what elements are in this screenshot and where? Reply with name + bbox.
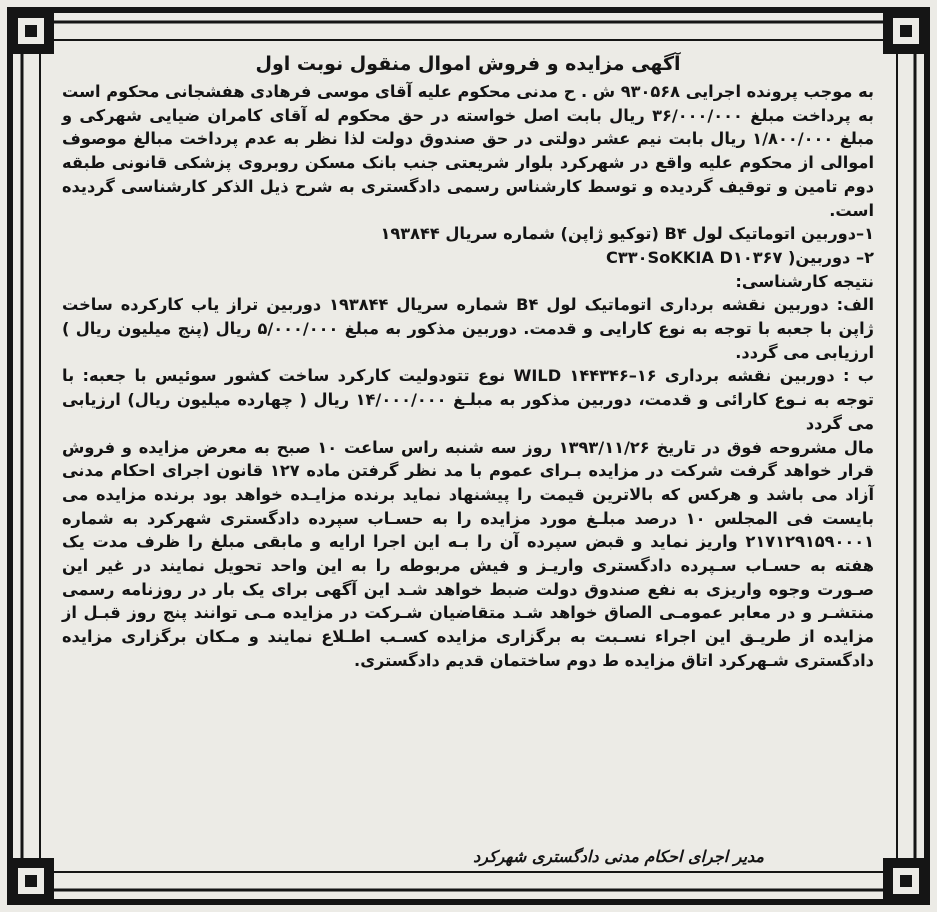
item-1: ۱–دوربین اتوماتیک لول B۴ (توکیو ژاپن) شماره سریال ۱۹۳۸۴۴ [380, 224, 874, 244]
result-a: الف: دوربین نقشه برداری اتوماتیک لول B۴ شماره سریال ۱۹۳۸۴۴ دوربین تراز یاب کارکرده ساخت ژاپن با جعبه با توجه به نوع کارایی و قدمت. دوربین مذکور به مبلغ ۵/۰۰۰/۰۰۰ ریال (پنج میلیون ریال ) ارزیابی می گردد. [62, 295, 875, 362]
notice-body: مال مشروحه فوق در تاریخ ۱۳۹۳/۱۱/۲۶ روز سه شنبه راس ساعت ۱۰ صبح به معرض مزایده و فروش قرار خواهد گرفت شرکت در مزایده بـرای عموم با مد نظر گرفتن ماده ۱۲۷ قانون اجرای احکام مدنی آزاد می باشد و هرکس که بالاترین قیمت را پیشنهاد نماید برنده مزایـده خواهد بود برنده مزایده می بایست فی المجلس ۱۰ درصد مبلـغ مورد مزایده را به حسـاب سپرده دادگستری شهرکرد به شماره ۲۱۷۱۲۹۱۵۹۰۰۰۱ واریز نماید و قبض سپرده آن را بـه این اجرا ارایه و مابقی مبلغ را ظرف مدت یک هفته به حسـاب سـپرده دادگستری واریـز و فیش مربوطه را به این واحد تحویل نمایند در غیر این صـورت وجوه واریزی به نفع صندوق دولت ضبط خواهد شـد این آگهی برای یک بار در روزنامه رسمی منتشـر و در معابر عمومـی الصاق خواهد شـد متقاضیان شـرکت در مزایده مـی توانند پنج روز قبـل از مزایده از طریـق این اجراء نسـبت به برگزاری مزایده کسـب اطـلاع نمایند و مـکان برگزاری مزایده دادگستری شـهرکرد اتاق مزایده ط دوم ساختمان قدیم دادگستری. [62, 437, 874, 670]
item-2: ۲– دوربین( C۳۳۰SoKKIA D۱۰۳۶۷ [605, 247, 874, 267]
notice-intro: به موجب پرونده اجرایی ۹۳۰۵۶۸ ش . ح مدنی محکوم علیه آقای موسی فرهادی هفشجانی محکوم است به پرداخت مبلغ ۳۶/۰۰۰/۰۰۰ ریال بابت اصل خواسته در حق محکوم له آقای کامران ضیایی شهرکی و مبلغ ۱/۸۰۰/۰۰۰ ریال بابت نیم عشر دولتی در حق صندوق دولت لذا نظر به عدم پرداخت مبالغ موصوف اموالی از محکوم علیه واقع در شهرکرد بلوار شریعتی جنب بانک مسکن روبروی پزشکی قانونی طبقه دوم تامین و توقیف گردیده و توسط کارشناس رسمی دادگستری به شرح ذیل الذکر کارشناسی گردیده است. [62, 82, 874, 220]
notice-title: آگهی مزایده و فروش اموال منقول نوبت اول [255, 53, 681, 75]
signature: مدیر اجرای احکام مدنی دادگستری شهرکرد [473, 847, 764, 866]
result-heading: نتیجه کارشناسی: [735, 271, 874, 291]
result-b: ب : دوربین نقشه برداری ۱۶–۱۴۴۳۴۶ WILD نوع تتودولیت کارکرد ساخت کشور سوئیس با جعبه: با توجه به نـوع کارائی و قدمت، دوربین مذکور به مبلـغ ۱۴/۰۰۰/۰۰۰ ریال ( چهارده میلیون ریال) ارزیابی می گردد [62, 366, 874, 433]
